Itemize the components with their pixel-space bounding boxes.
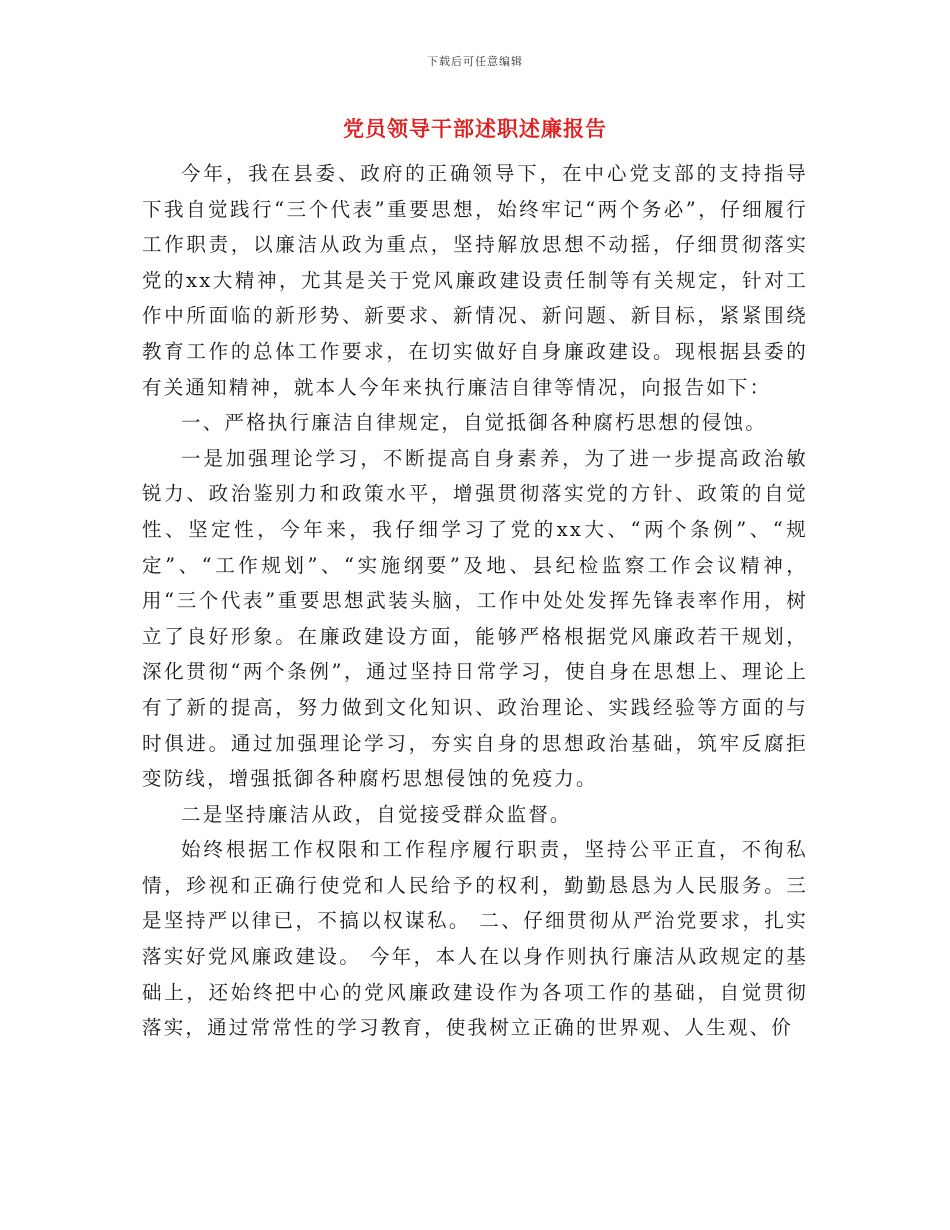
- paragraph-point-2-body: 始终根据工作权限和工作程序履行职责，坚持公平正直，不徇私情，珍视和正确行使党和人民给予的权利，勤勤恳恳为人民服务。三是坚持严以律已，不搞以权谋私。 二、仔细贯彻从严治党要求，扎实落实好党风廉政建设。 今年，本人在以身作则执行廉洁从政规定的基础上，还始终把中心的党风廉政建设作为各项工作的基础，自觉贯彻落实，通过常常性的学习教育，使我树立正确的世界观、人生观、价: [142, 838, 808, 1040]
- document-title: 党员领导干部述职述廉报告: [343, 116, 607, 141]
- paragraph-point-2-heading: 二是坚持廉洁从政，自觉接受群众监督。: [181, 802, 572, 826]
- paragraph-section-1-heading: 一、严格执行廉洁自律规定，自觉抵御各种腐朽思想的侵蚀。: [181, 411, 767, 435]
- paragraph-point-1: 一是加强理论学习，不断提高自身素养，为了进一步提高政治敏锐力、政治鉴别力和政策水平，增强贯彻落实党的方针、政策的自觉性、坚定性，今年来，我仔细学习了党的xx大、“两个条例”、“规定”、“工作规划”、“实施纲要”及地、县纪检监察工作会议精神，用“三个代表”重要思想武装头脑，工作中处处发挥先锋表率作用，树立了良好形象。在廉政建设方面，能够严格根据党风廉政若干规划，深化贯彻“两个条例”，通过坚持日常学习，使自身在思想上、理论上有了新的提高，努力做到文化知识、政治理论、实践经验等方面的与时俱进。通过加强理论学习，夯实自身的思想政治基础，筑牢反腐拒变防线，增强抵御各种腐朽思想侵蚀的免疫力。: [142, 446, 808, 791]
- paragraph-intro: 今年，我在县委、政府的正确领导下，在中心党支部的支持指导下我自觉践行“三个代表”重要思想，始终牢记“两个务必”，仔细履行工作职责，以廉洁从政为重点，坚持解放思想不动摇，仔细贯彻落实党的xx大精神，尤其是关于党风廉政建设责任制等有关规定，针对工作中所面临的新形势、新要求、新情况、新问题、新目标，紧紧围绕教育工作的总体工作要求，在切实做好自身廉政建设。现根据县委的有关通知精神，就本人今年来执行廉洁自律等情况，向报告如下：: [142, 162, 808, 399]
- header-note: 下载后可任意编辑: [427, 55, 523, 68]
- document-body: [142, 156, 808, 1046]
